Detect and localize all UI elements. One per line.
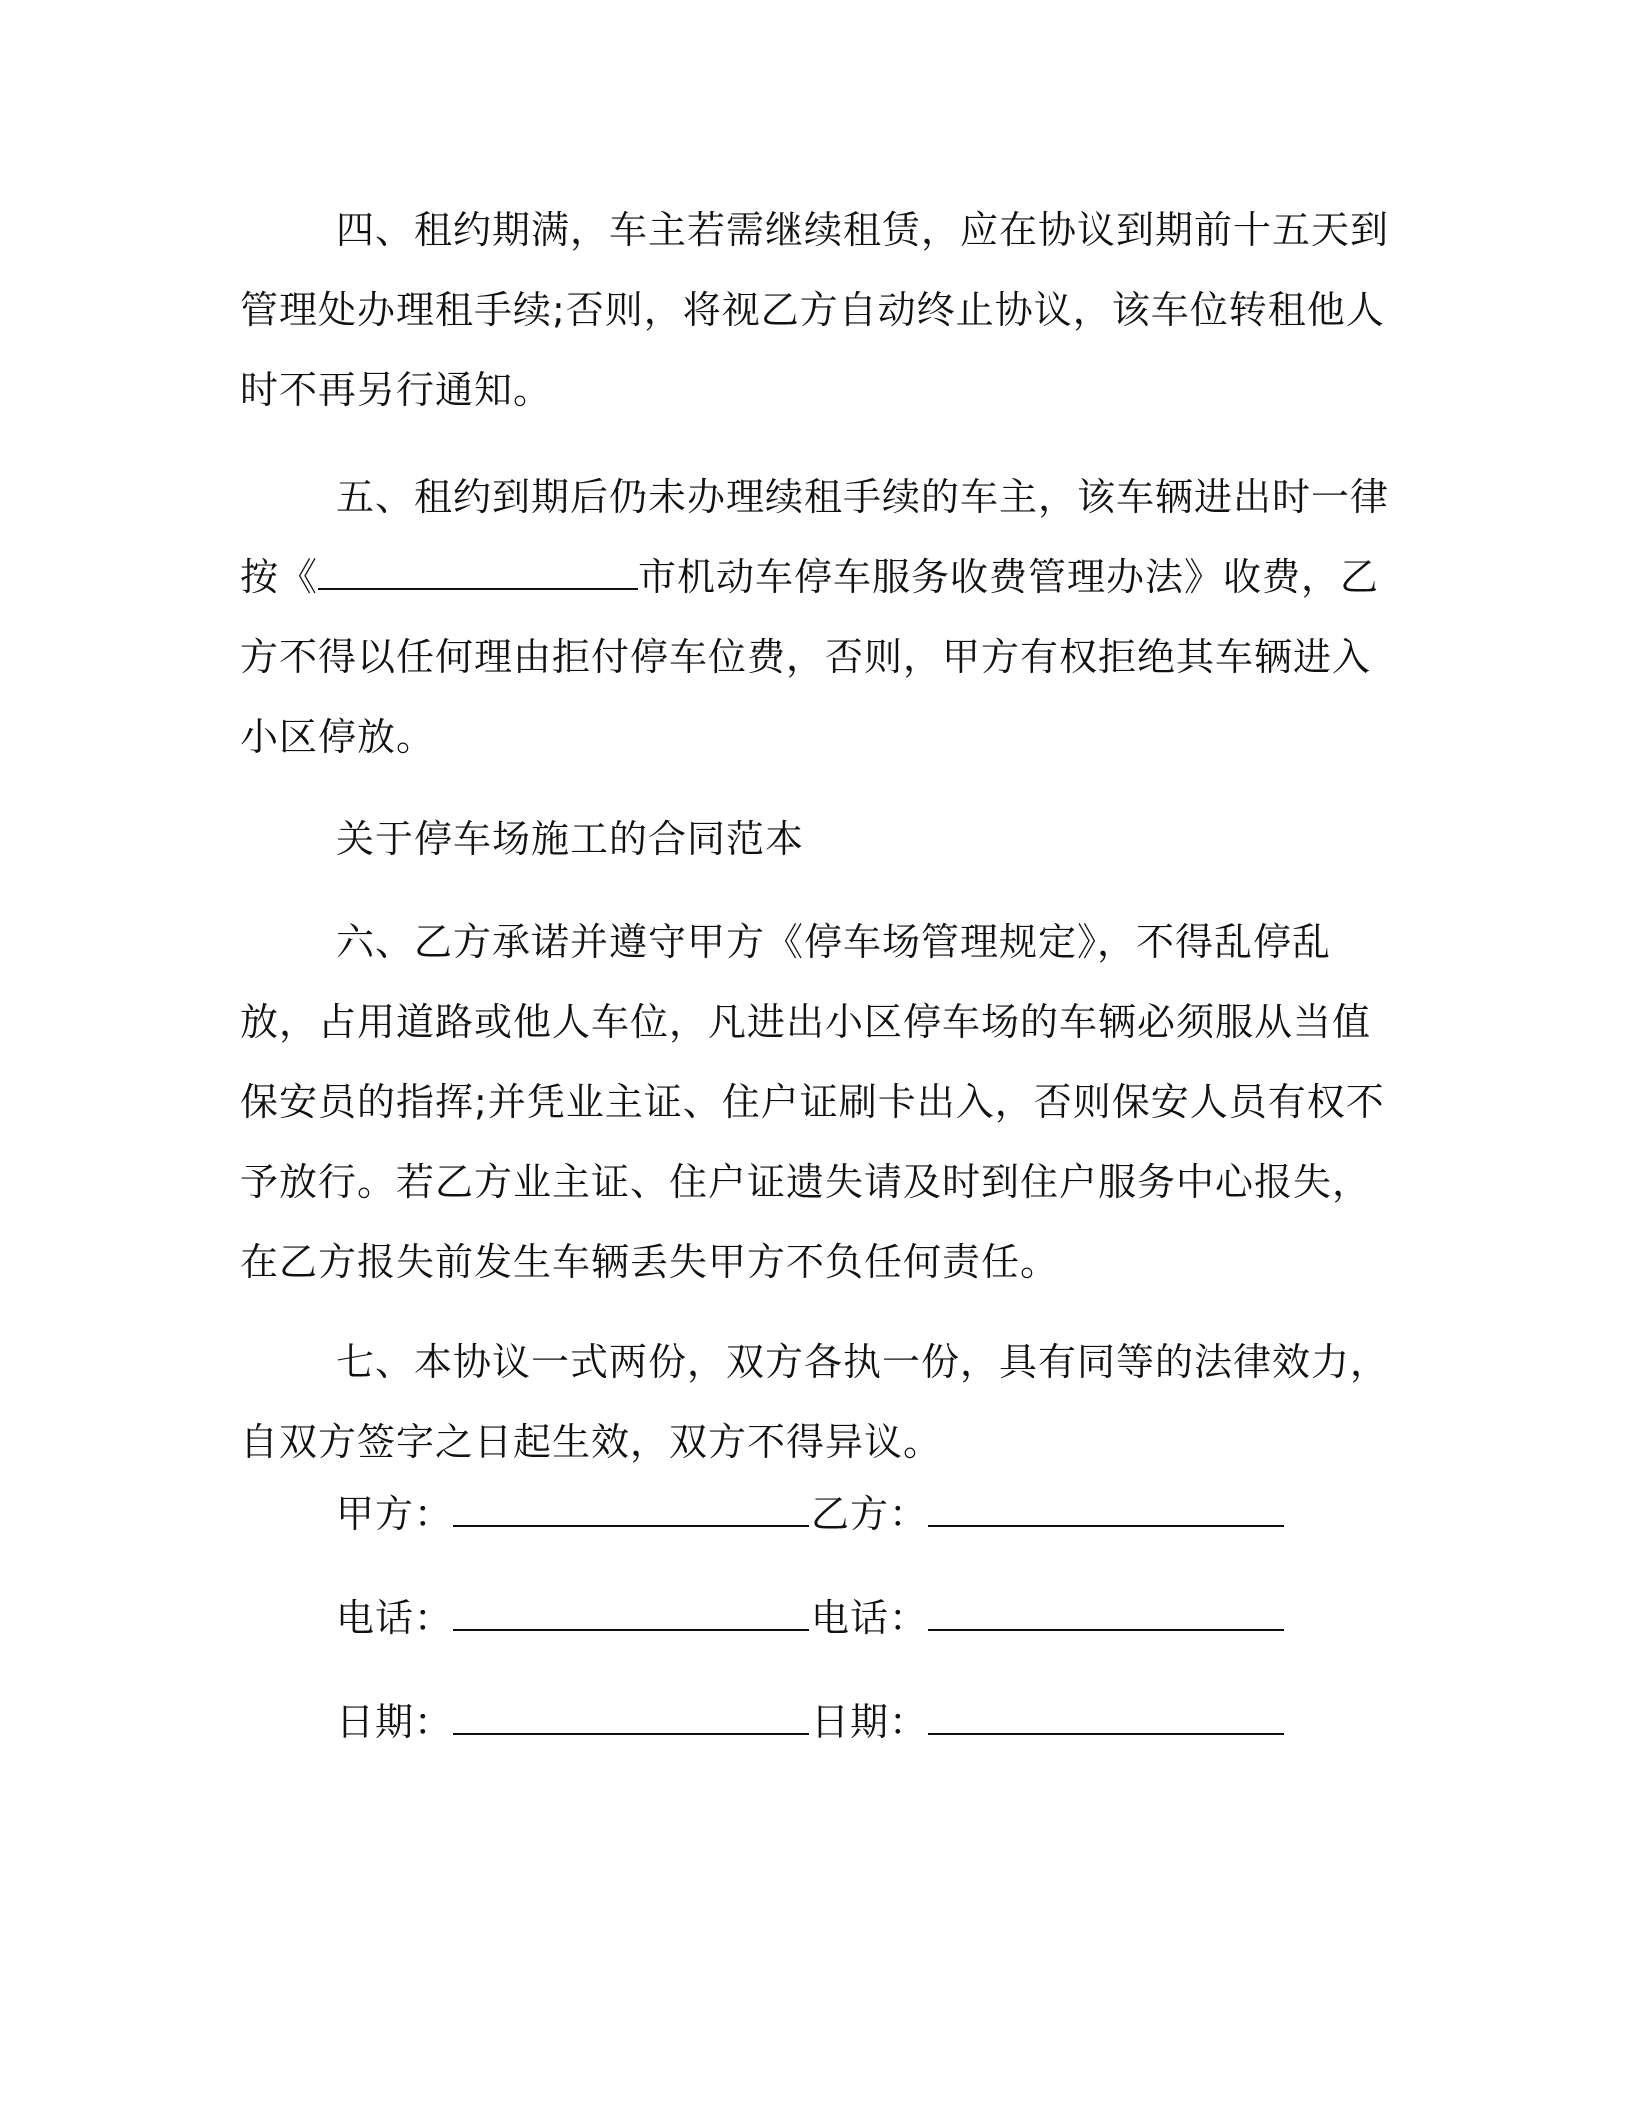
- party-a-blank: [453, 1487, 809, 1527]
- clause-five: [240, 457, 1390, 777]
- clause-six: 六、乙方承诺并遵守甲方《停车场管理规定》，不得乱停乱放，占用道路或他人车位，凡进出小区停车场的车辆必须服从当值保安员的指挥;并凭业主证、住户证刷卡出入，否则保安人员有权不予放行。若乙方业主证、住户证遗失请及时到住户服务中心报失，在乙方报失前发生车辆丢失甲方不负任何责任。: [240, 920, 1385, 1284]
- clause-five-start: 五、租约到期后仍未办理续租手续的车主，该车辆进出时一律按《: [240, 475, 1390, 599]
- phone-a-blank: [453, 1591, 809, 1631]
- phone-b-blank: [928, 1591, 1284, 1631]
- document-body: [240, 190, 1390, 1518]
- phone-b-label: 电话：: [811, 1596, 929, 1640]
- phone-a-label: 电话：: [336, 1596, 454, 1640]
- date-a-blank: [453, 1695, 809, 1735]
- date-a-label: 日期：: [336, 1700, 454, 1744]
- section-heading: 关于停车场施工的合同范本: [336, 817, 805, 861]
- clause-seven: 七、本协议一式两份，双方各执一份，具有同等的法律效力，自双方签字之日起生效，双方不得异议。: [240, 1340, 1390, 1464]
- party-row: [336, 1484, 1316, 1588]
- date-b-label: 日期：: [811, 1700, 929, 1744]
- phone-row: [336, 1588, 1316, 1692]
- party-b-blank: [928, 1487, 1284, 1527]
- date-row: [336, 1692, 1316, 1796]
- city-name-blank: [318, 550, 638, 590]
- party-b-label: 乙方：: [811, 1492, 929, 1536]
- signature-block: [336, 1484, 1316, 1796]
- clause-four: 四、租约期满，车主若需继续租赁，应在协议到期前十五天到管理处办理租手续;否则，将视乙方自动终止协议，该车位转租他人时不再另行通知。: [240, 208, 1390, 412]
- party-a-label: 甲方：: [336, 1492, 454, 1536]
- date-b-blank: [928, 1695, 1284, 1735]
- clause-five-end: 市机动车停车服务收费管理办法》收费，乙方不得以任何理由拒付停车位费，否则，甲方有权拒绝其车辆进入小区停放。: [240, 555, 1380, 759]
